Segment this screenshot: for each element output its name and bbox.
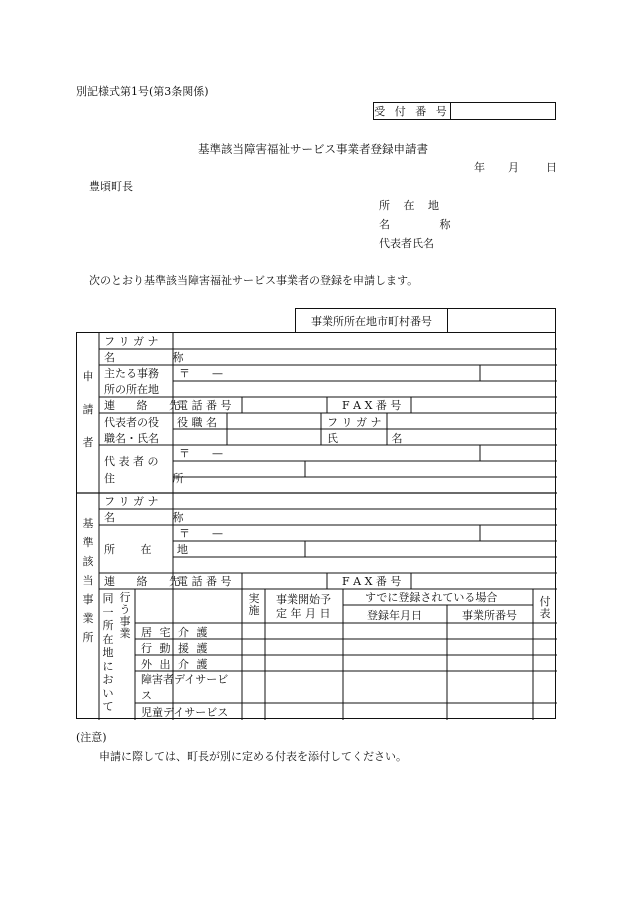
office-municipality-number-field[interactable] — [448, 309, 555, 332]
applicant-main-office-label-2: 所の所在地 — [104, 383, 159, 396]
applicant-section-label: 申 請 者 — [82, 370, 94, 449]
applicant-role-name-label: 役 職 名 — [177, 416, 217, 429]
applicant-rep-name-label: 氏 名 — [327, 432, 428, 445]
service-behavior-support: 行 動 援 護 — [141, 642, 210, 655]
service-disabled-day-service-cont: ス — [141, 689, 152, 702]
office-address-label: 所 在 地 — [104, 543, 199, 556]
registration-date-label: 登録年月日 — [367, 609, 422, 622]
applicant-contact-label: 連 絡 先 — [104, 399, 189, 412]
applicant-rep-furigana-label: フ リ ガ ナ — [327, 416, 382, 429]
applicant-main-office-label-1: 主たる事務 — [104, 367, 159, 380]
addressee: 豊頃町長 — [89, 180, 133, 193]
notes-heading: (注意) — [76, 731, 107, 744]
applicant-name-label: 名 称 — [104, 351, 211, 364]
receipt-number-box — [373, 102, 556, 120]
office-postal-mark: 〒 — — [179, 527, 223, 540]
same-location-label: 同 一 所 在 地 に お い て — [102, 592, 114, 713]
start-date-label-2: 定 年 月 日 — [276, 607, 331, 620]
date-day-label: 日 — [546, 161, 557, 174]
conducted-business-label: 行 う 事 業 — [119, 591, 131, 640]
already-registered-label: すでに登録されている場合 — [365, 591, 498, 604]
office-municipality-number-box — [295, 308, 556, 332]
service-child-day-service: 児童デイサービス — [141, 706, 229, 719]
applicant-rep-address-label-1: 代 表 者 の — [104, 455, 159, 468]
office-name-label: 名 称 — [104, 511, 211, 524]
application-form-table — [76, 332, 556, 719]
receipt-number-label: 受 付 番 号 — [374, 105, 450, 118]
document-title: 基準該当障害福祉サービス事業者登録申請書 — [198, 142, 428, 156]
office-phone-label: 電 話 番 号 — [177, 575, 232, 588]
office-fax-label: F A X 番 号 — [342, 575, 402, 588]
applicant-furigana-field[interactable] — [177, 336, 547, 346]
service-disabled-day-service: 障害者デイサービ — [141, 673, 229, 686]
office-number-label: 事業所番号 — [462, 609, 517, 622]
service-outing-care: 外 出 介 護 — [141, 658, 210, 671]
applicant-rep-address-label-2: 住 所 — [104, 472, 211, 485]
notes-text: 申請に際しては、町長が別に定める付表を添付してください。 — [99, 750, 407, 763]
applicant-representative-label: 代表者氏名 — [379, 237, 434, 250]
applicant-name-label: 名 称 — [379, 218, 474, 231]
office-furigana-label: フ リ ガ ナ — [104, 495, 159, 508]
form-reference: 別記様式第1号(第3条関係) — [76, 85, 209, 98]
applicant-address-label: 所 在 地 — [379, 199, 444, 212]
office-contact-label: 連 絡 先 — [104, 575, 189, 588]
applicant-rep-role-label-1: 代表者の役 — [104, 416, 159, 429]
applicant-fax-label: F A X 番 号 — [342, 399, 402, 412]
implemented-label: 実 施 — [248, 592, 260, 617]
date-month-label: 月 — [508, 161, 519, 174]
receipt-number-field[interactable] — [451, 103, 555, 119]
applicant-rep-postal-mark: 〒 — — [179, 447, 223, 460]
applicant-phone-label: 電 話 番 号 — [177, 399, 232, 412]
service-home-care: 居 宅 介 護 — [141, 626, 210, 639]
office-municipality-number-label: 事業所所在地市町村番号 — [296, 309, 448, 332]
applicant-furigana-label: フ リ ガ ナ — [104, 335, 159, 348]
applicant-rep-role-label-2: 職名・氏名 — [104, 432, 159, 445]
applicant-postal-mark: 〒 — — [179, 367, 223, 380]
office-section-label: 基 準 該 当 事 業 所 — [82, 517, 94, 644]
intro-text: 次のとおり基準該当障害福祉サービス事業者の登録を申請します。 — [89, 274, 419, 287]
date-year-label: 年 — [474, 161, 485, 174]
start-date-label-1: 事業開始予 — [276, 593, 331, 606]
attached-label: 付 表 — [539, 595, 551, 620]
